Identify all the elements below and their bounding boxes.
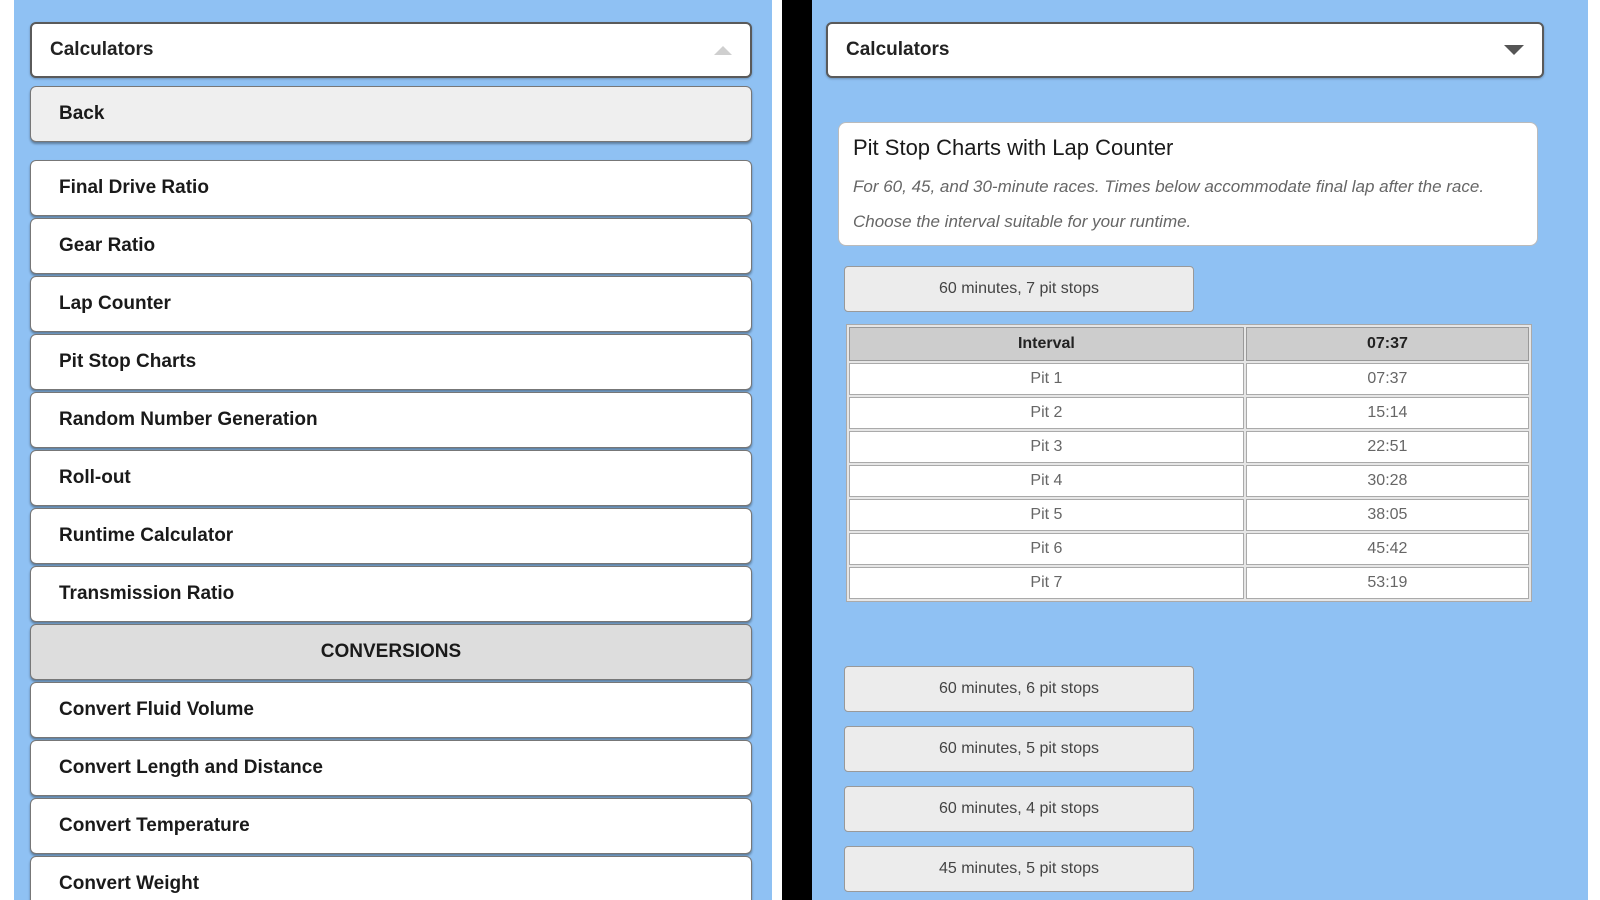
table-cell: Pit 7 — [849, 567, 1244, 599]
right-screen — [812, 0, 1588, 900]
chevron-up-icon — [714, 46, 732, 55]
chart-button-label: 60 minutes, 7 pit stops — [938, 280, 1100, 297]
chart-button-label: 45 minutes, 5 pit stops — [938, 860, 1100, 877]
table-row — [849, 431, 1529, 463]
menu-item-gear-ratio[interactable] — [30, 218, 752, 274]
table-row — [849, 499, 1529, 531]
menu-item-convert-length[interactable] — [30, 740, 752, 796]
pit-stop-table — [846, 324, 1532, 602]
menu-item-label: Random Number Generation — [59, 409, 318, 430]
chevron-down-icon — [1504, 45, 1524, 55]
chart-button-60min-6pits[interactable] — [844, 666, 1194, 712]
dropdown-label: Calculators — [846, 39, 950, 60]
back-label: Back — [59, 103, 105, 124]
menu-item-random-number-generation[interactable] — [30, 392, 752, 448]
menu-item-runtime-calculator[interactable] — [30, 508, 752, 564]
table-row — [849, 363, 1529, 395]
card-description: For 60, 45, and 30-minute races. Times below accommodate final lap after the race. Choose the interval suitable for your runtime. — [853, 177, 1485, 231]
menu-item-label: Roll-out — [59, 467, 131, 488]
menu-item-label: Convert Length and Distance — [59, 757, 323, 778]
chart-button-45min-5pits[interactable] — [844, 846, 1194, 892]
menu-item-convert-temperature[interactable] — [30, 798, 752, 854]
chart-button-label: 60 minutes, 4 pit stops — [938, 800, 1100, 817]
table-cell: Pit 2 — [849, 397, 1244, 429]
section-label: CONVERSIONS — [320, 641, 462, 662]
table-header-row — [849, 327, 1529, 361]
table-row — [849, 567, 1529, 599]
card-title: Pit Stop Charts with Lap Counter — [853, 135, 1174, 160]
menu-item-roll-out[interactable] — [30, 450, 752, 506]
calculators-dropdown[interactable] — [30, 22, 752, 78]
table-row — [849, 465, 1529, 497]
menu-item-label: Convert Temperature — [59, 815, 250, 836]
menu-item-label: Pit Stop Charts — [59, 351, 197, 372]
table-cell: Pit 5 — [849, 499, 1244, 531]
table-cell: 53:19 — [1246, 567, 1529, 599]
table-cell: 22:51 — [1246, 431, 1529, 463]
table-row — [849, 533, 1529, 565]
menu-item-convert-weight[interactable] — [30, 856, 752, 900]
chart-button-60min-4pits[interactable] — [844, 786, 1194, 832]
chart-button-label: 60 minutes, 6 pit stops — [938, 680, 1100, 697]
menu-item-pit-stop-charts[interactable] — [30, 334, 752, 390]
table-row — [849, 397, 1529, 429]
column-header: Interval — [849, 327, 1244, 361]
section-header-conversions — [30, 624, 752, 680]
table-cell: 07:37 — [1246, 363, 1529, 395]
back-button[interactable] — [30, 86, 752, 142]
info-card — [838, 122, 1538, 246]
table-cell: 15:14 — [1246, 397, 1529, 429]
menu-item-final-drive-ratio[interactable] — [30, 160, 752, 216]
table-cell: Pit 4 — [849, 465, 1244, 497]
table-cell: 30:28 — [1246, 465, 1529, 497]
table-cell: 45:42 — [1246, 533, 1529, 565]
menu-item-label: Final Drive Ratio — [59, 177, 209, 198]
menu-item-label: Lap Counter — [59, 293, 171, 314]
menu-item-label: Transmission Ratio — [59, 583, 235, 604]
table-cell: Pit 3 — [849, 431, 1244, 463]
dropdown-label: Calculators — [50, 39, 154, 60]
chart-button-60min-7pits[interactable] — [844, 266, 1194, 312]
menu-item-convert-fluid-volume[interactable] — [30, 682, 752, 738]
table-cell: Pit 6 — [849, 533, 1244, 565]
menu-item-label: Convert Fluid Volume — [59, 699, 254, 720]
menu-item-lap-counter[interactable] — [30, 276, 752, 332]
column-header: 07:37 — [1246, 327, 1529, 361]
chart-button-60min-5pits[interactable] — [844, 726, 1194, 772]
left-screen — [14, 0, 772, 900]
table-cell: 38:05 — [1246, 499, 1529, 531]
menu-item-label: Gear Ratio — [59, 235, 156, 256]
screen-divider — [782, 0, 816, 900]
calculators-dropdown[interactable] — [826, 22, 1544, 78]
menu-item-label: Convert Weight — [59, 873, 200, 894]
menu-item-label: Runtime Calculator — [59, 525, 234, 546]
chart-button-label: 60 minutes, 5 pit stops — [938, 740, 1100, 757]
table-cell: Pit 1 — [849, 363, 1244, 395]
menu-item-transmission-ratio[interactable] — [30, 566, 752, 622]
